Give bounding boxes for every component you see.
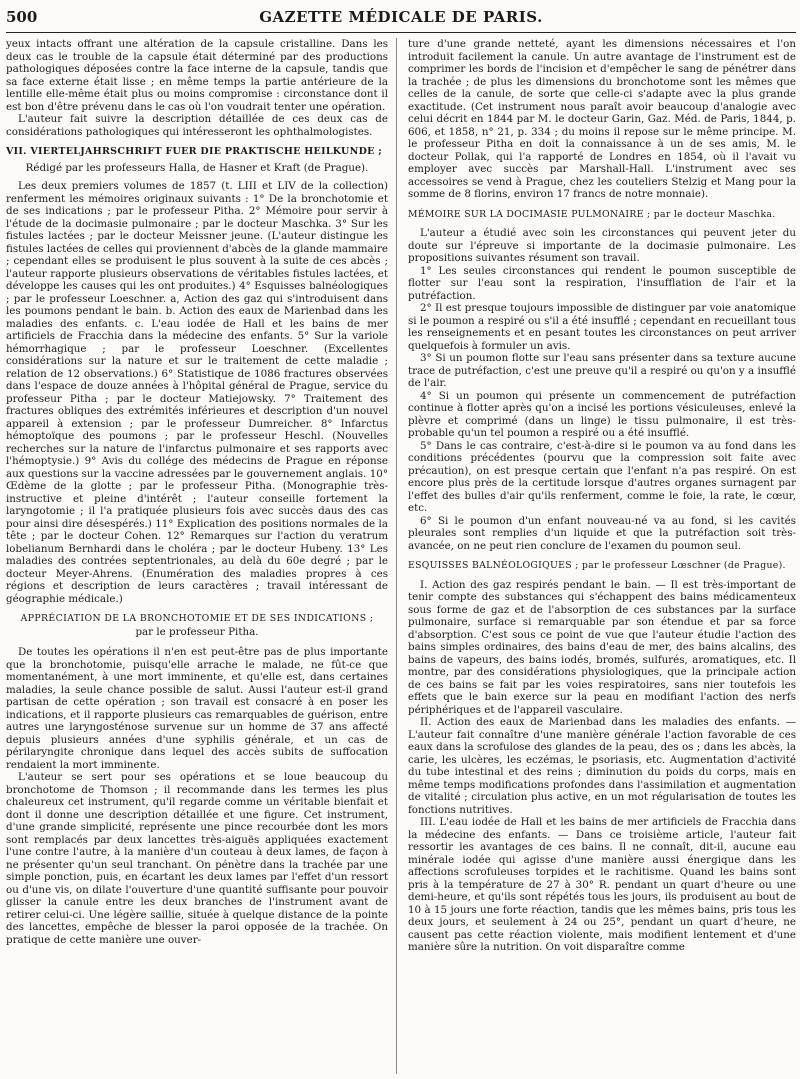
paragraph: 6° Si le poumon d'un enfant nouveau-né va au fond, si les cavités pleurales sont remplies d'un liquide et que la putréfaction soit très-avancée, on ne peut rien conclure de l'examen du poumon seul. xyxy=(408,514,796,552)
paragraph: 1° Les seules circonstances qui rendent le poumon susceptible de flotter sur l'eau sont la respiration, l'insufflation de l'air et la putréfaction. xyxy=(408,264,796,302)
paragraph: III. L'eau iodée de Hall et les bains de mer artificiels de Fracchia dans la médecine des enfants. — Dans ce troisième article, l'auteur fait ressortir les avantages de ces bains. Il ne connaît, dit-il, aucune eau minérale iodée qui agisse d'une manière aussi énergique dans les affections scrofuleuses torpides et le rachitisme. Quand les bains sont pris à la température de 27 à 30° R. pendant un quart d'heure ou une demi-heure, et qu'ils sont répétés tous les jours, ils produisent au bout de 10 à 15 jours une forte réaction, tandis que les mêmes bains, pris tous les deux jours, et seulement à 24 ou 25°, pendant un quart d'heure, ne causent pas cette réaction violente, mais modifient lentement et d'une manière sûre la nutrition. On voit disparaître comme xyxy=(408,816,796,953)
paragraph: 2° Il est presque toujours impossible de distinguer par voie anatomique si le poumon a respiré ou s'il a été insufflé ; cependant en recueillant tous les renseignements et en pesant toutes les circonstances on peut arriver quelquefois à formuler un avis. xyxy=(408,302,796,352)
section-heading: MÉMOIRE SUR LA DOCIMASIE PULMONAIRE ; par le docteur Maschka. xyxy=(408,208,776,220)
section-heading: ESQUISSES BALNÉOLOGIQUES ; par le professeur Lœschner (de Prague). xyxy=(408,560,786,571)
right-column xyxy=(408,38,796,1074)
paragraph: I. Action des gaz respirés pendant le bain. — Il est très-important de tenir compte des substances qui s'échappent des bains médicamenteux sous forme de gaz et de l'absorption de ces substances par la surface pulmonaire, surface si remarquable par son étendue et par sa force d'absorption. C'est sous ce point de vue que l'auteur étudie l'action des bains simples ordinaires, des bains d'eau de mer, des bains alcalins, des bains de vapeurs, des bains iodés, bromés, sulfurés, aromatiques, etc. Il montre, par des considérations physiologiques, que la principale action de ces bains se fait par les voies respiratoires, sans nier toutefois les effets que le bain exerce sur la peau en modifiant l'action des nerfs périphériques et de l'appareil vasculaire. xyxy=(408,578,796,716)
paragraph: L'auteur a étudié avec soin les circonstances qui peuvent jeter du doute sur l'épreuve si importante de la docimasie pulmonaire. Les propositions suivantes résument son travail. xyxy=(408,227,796,264)
paragraph: 3° Si un poumon flotte sur l'eau sans présenter dans sa texture aucune trace de putréfaction, c'est une preuve qu'il a respiré ou qu'on y a insufflé de l'air. xyxy=(408,352,796,389)
section-subheading: par le professeur Pitha. xyxy=(135,625,259,638)
section-heading: APPRÉCIATION DE LA BRONCHOTOMIE ET DE SES INDICATIONS ; xyxy=(20,613,374,624)
page-header xyxy=(6,8,796,33)
column-divider xyxy=(396,38,397,1074)
page-number: 500 xyxy=(6,8,38,26)
paragraph: 4° Si un poumon qui présente un commencement de putréfaction continue à flotter après qu'on a incisé les portions vésiculeuses, enlevé la plèvre et comprimé (dans un linge) le tissu pulmonaire, il est très-probable qu'un tel poumon a respiré ou a été insufflé. xyxy=(408,389,796,439)
section-heading xyxy=(6,146,388,159)
paragraph: 5° Dans le cas contraire, c'est-à-dire si le poumon va au fond dans les conditions précédentes (pourvu que la compression soit faite avec précaution), on est presque certain que l'enfant n'a pas respiré. On est encore plus près de la certitude lorsque d'autres organes surnagent par l'effet des bulles d'air qu'ils renferment, comme le foie, la rate, le cœur, etc. xyxy=(408,439,796,514)
paragraph: ture d'une grande netteté, ayant les dimensions nécessaires et l'on introduit facilement la canule. Un autre avantage de l'instrument est de comprimer les bords de l'incision et d'empêcher le sang de pénétrer dans la trachée ; de plus les dimensions du bronchotome sont les mêmes que celles de la canule, de sorte que celle-ci s'adapte avec la plus grande exactitude. (Cet instrument nous paraît avoir beaucoup d'analogie avec celui décrit en 1844 par M. le docteur Garin, Gaz. Méd. de Paris, 1844, p. 606, et 1858, n° 21, p. 334 ; du moins il repose sur le même principe. M. le professeur Pitha en doit la connaissance à un de ses amis, M. le docteur Pollak, qui l'a rapporté de Londres en 1854, où il l'avait vu employer avec succès par Marshall-Hall. L'instrument avec ses accessoires se vend à Prague, chez les couteliers Stelzig et Mang pour la somme de 8 florins, environ 17 francs de notre monnaie). xyxy=(408,38,796,200)
paragraph: L'auteur fait suivre la description détaillée de ces deux cas de considérations pathologiques qui intéresseront les ophthalmologistes. xyxy=(6,113,388,138)
paragraph: L'auteur se sert pour ses opérations et se loue beaucoup du bronchotome de Thomson ; il recommande dans les termes les plus chaleureux cet instrument, qu'il regarde comme un véritable bienfait et dont il donne une description détaillée et une figure. Cet instrument, d'une grande simplicité, représente une pince recourbée dont les mors sont remplacés par deux lancettes très-aiguës appliquées exactement l'une contre l'autre, à la manière d'un couteau à deux lames, de façon à ne présenter qu'un seul tranchant. On pénètre dans la trachée par une simple ponction, puis, en écartant les deux lames par l'effet d'un ressort ou d'une vis, on dilate l'ouverture d'une quantité suffisante pour pouvoir glisser la canule entre les deux branches de l'instrument avant de retirer celui-ci. Une légère saillie, située à quelque distance de la pointe des lancettes, empêche de blesser la paroi opposée de la trachée. On pratique de cette manière une ouver- xyxy=(6,771,388,946)
journal-title: GAZETTE MÉDICALE DE PARIS. xyxy=(259,8,543,26)
section-subheading: Rédigé par les professeurs Halla, de Hasner et Kraft (de Prague). xyxy=(25,161,369,174)
paragraph: De toutes les opérations il n'en est peut-être pas de plus importante que la bronchotomie, puisqu'elle arrache le malade, ne fût-ce que momentanément, à une mort imminente, et qu'elle est, dans certaines maladies, la seule chance possible de salut. Aussi l'auteur est-il grand partisan de cette opération ; son travail est consacré à en poser les indications, et il rapporte plusieurs cas remarquables de guérison, entre autres une laryngosténose survenue sur un homme de 37 ans affecté depuis plusieurs années d'une syphilis générale, et un cas de périlaryngite chronique dans lequel des accès subits de suffocation rendaient la mort imminente. xyxy=(6,646,388,771)
paragraph: yeux intacts offrant une altération de la capsule cristalline. Dans les deux cas le trouble de la capsule était déterminé par des productions pathologiques déposées contre la face interne de la capsule, tandis que sa face externe était lisse ; en même temps la partie antérieure de la lentille elle-même était plus ou moins compromise : circonstance dont il est bon d'être prévenu dans le cas où l'on voudrait tenter une opération. xyxy=(6,38,388,113)
paragraph: Les deux premiers volumes de 1857 (t. LIII et LIV de la collection) renferment les mémoires originaux suivants : 1° De la bronchotomie et de ses indications ; par le professeur Pitha. 2° Mémoire pour servir à l'étude de la docimasie pulmonaire ; par le docteur Maschka. 3° Sur les fistules lactées ; par le docteur Meissner jeune. (L'auteur distingue les fistules lactées de celles qui proviennent d'abcès de la glande mammaire ; cependant elles se produisent le plus souvent à la suite de ces abcès ; l'auteur rapporte plusieurs observations de véritables fistules lactées, et développe les causes qui les ont produites.) 4° Esquisses balnéologiques ; par le professeur Loeschner. a, Action des gaz qui s'introduisent dans les poumons pendant le bain. b. Action des eaux de Marienbad dans les maladies des enfants. c. L'eau iodée de Hall et les bains de mer artificiels de Fracchia dans la médecine des enfants. 5° Sur la variole hémorrhagique ; par le professeur Loeschner. (Excellentes considérations sur la nature et sur le traitement de cette maladie ; relation de 12 observations.) 6° Statistique de 1086 fractures observées dans l'espace de douze années à l'hôpital général de Prague, service du professeur Pitha ; par le docteur Matiejowsky. 7° Traitement des fractures obliques des extrémités inférieures et description d'un nouvel appareil à extension ; par le professeur Dumreicher. 8° Infarctus hémoptoïque des poumons ; par le professeur Heschl. (Nouvelles recherches sur la nature de l'infarctus pulmonaire et ses rapports avec l'hémoptysie.) 9° Avis du collége des médecins de Prague en réponse aux questions sur la vaccine adressées par le gouvernement anglais. 10° Œdème de la glotte ; par le professeur Pitha. (Monographie très-instructive et pleine d'intérêt ; l'auteur conseille fortement la laryngotomie ; il l'a pratiquée plusieurs fois avec succès daus des cas pour ainsi dire désespérés.) 11° Explication des positions normales de la tête ; par le docteur Cohen. 12° Remarques sur l'action du veratrum lobelianum Bernhardi dans le choléra ; par le docteur Hubeny. 13° Les maladies des contrées septentrionales, au delà du 60e degré ; par le docteur Meyer-Ahrens. (Enumération des maladies propres à ces régions et description de leurs caractères ; travail intéressant de géographie médicale.) xyxy=(6,180,388,605)
left-column xyxy=(6,38,388,1074)
paragraph: II. Action des eaux de Marienbad dans les maladies des enfants. — L'auteur fait connaître d'une manière générale l'action favorable de ces eaux dans la scrofulose des glandes de la peau, des os ; dans les abcès, la carie, les ulcères, les eczémas, le psoriasis, etc. Augmentation d'activité du tube intestinal et des reins ; diminution du poids du corps, mais en même temps modifications profondes dans l'assimilation et augmentation de vitalité ; circulation plus active, en un mot régularisation de toutes les fonctions nutritives. xyxy=(408,716,796,816)
section-heading-text: VII. VIERTELJAHRSCHRIFT FUER DIE PRAKTISCHE HEILKUNDE ; xyxy=(6,146,383,157)
